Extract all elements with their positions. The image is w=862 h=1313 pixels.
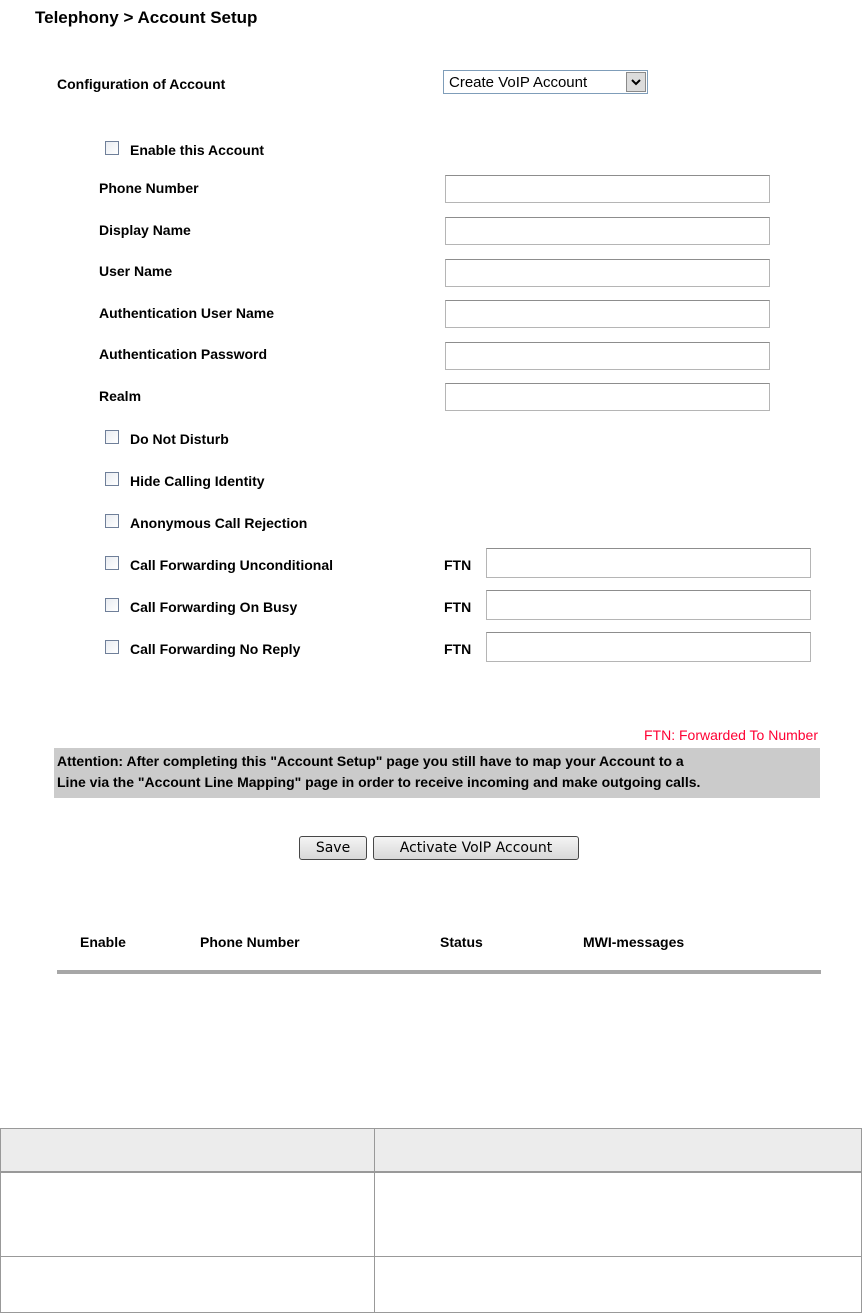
grid-row-divider (1, 1172, 861, 1173)
activate-voip-account-button[interactable]: Activate VoIP Account (373, 836, 579, 860)
cf-no-reply-checkbox[interactable] (105, 640, 119, 654)
realm-label: Realm (99, 388, 142, 404)
table-header-enable: Enable (80, 934, 126, 950)
anonymous-call-rejection-checkbox[interactable] (105, 514, 119, 528)
attention-line-2: Line via the "Account Line Mapping" page in order to receive incoming and make outgoing calls. (57, 774, 701, 790)
table-divider (57, 970, 821, 974)
do-not-disturb-label: Do Not Disturb (130, 431, 229, 447)
phone-number-input[interactable] (445, 175, 770, 203)
grid-column-divider (374, 1129, 375, 1312)
user-name-label: User Name (99, 263, 173, 279)
hide-calling-identity-checkbox[interactable] (105, 472, 119, 486)
chevron-down-icon[interactable] (626, 72, 646, 92)
configuration-label: Configuration of Account (57, 76, 226, 92)
auth-password-label: Authentication Password (99, 346, 268, 362)
enable-account-label: Enable this Account (130, 142, 265, 158)
table-header-mwi-messages: MWI-messages (583, 934, 685, 950)
attention-line-1: Attention: After completing this "Account Setup" page you still have to map your Account to a (57, 753, 684, 769)
configuration-select-value: Create VoIP Account (449, 74, 588, 91)
grid-header-row (1, 1129, 861, 1172)
user-name-input[interactable] (445, 259, 770, 287)
empty-grid-table (0, 1128, 862, 1313)
enable-account-checkbox[interactable] (105, 141, 119, 155)
phone-number-label: Phone Number (99, 180, 199, 196)
cf-unconditional-label: Call Forwarding Unconditional (130, 557, 333, 573)
realm-input[interactable] (445, 383, 770, 411)
cf-on-busy-ftn-input[interactable] (486, 590, 811, 620)
anonymous-call-rejection-label: Anonymous Call Rejection (130, 515, 308, 531)
display-name-input[interactable] (445, 217, 770, 245)
display-name-label: Display Name (99, 222, 191, 238)
auth-user-name-input[interactable] (445, 300, 770, 328)
grid-row-divider (1, 1256, 861, 1257)
attention-notice (54, 748, 820, 798)
table-header-status: Status (440, 934, 483, 950)
cf-unconditional-ftn-label: FTN (444, 557, 472, 573)
ftn-hint: FTN: Forwarded To Number (643, 727, 818, 743)
cf-no-reply-ftn-input[interactable] (486, 632, 811, 662)
cf-no-reply-ftn-label: FTN (444, 641, 472, 657)
cf-on-busy-label: Call Forwarding On Busy (130, 599, 298, 615)
do-not-disturb-checkbox[interactable] (105, 430, 119, 444)
cf-on-busy-ftn-label: FTN (444, 599, 472, 615)
configuration-select[interactable] (443, 70, 648, 94)
auth-password-input[interactable] (445, 342, 770, 370)
auth-user-name-label: Authentication User Name (99, 305, 275, 321)
cf-unconditional-checkbox[interactable] (105, 556, 119, 570)
cf-no-reply-label: Call Forwarding No Reply (130, 641, 301, 657)
page-title: Telephony > Account Setup (35, 8, 258, 27)
hide-calling-identity-label: Hide Calling Identity (130, 473, 265, 489)
cf-unconditional-ftn-input[interactable] (486, 548, 811, 578)
save-button[interactable]: Save (299, 836, 367, 860)
table-header-phone-number: Phone Number (200, 934, 300, 950)
cf-on-busy-checkbox[interactable] (105, 598, 119, 612)
